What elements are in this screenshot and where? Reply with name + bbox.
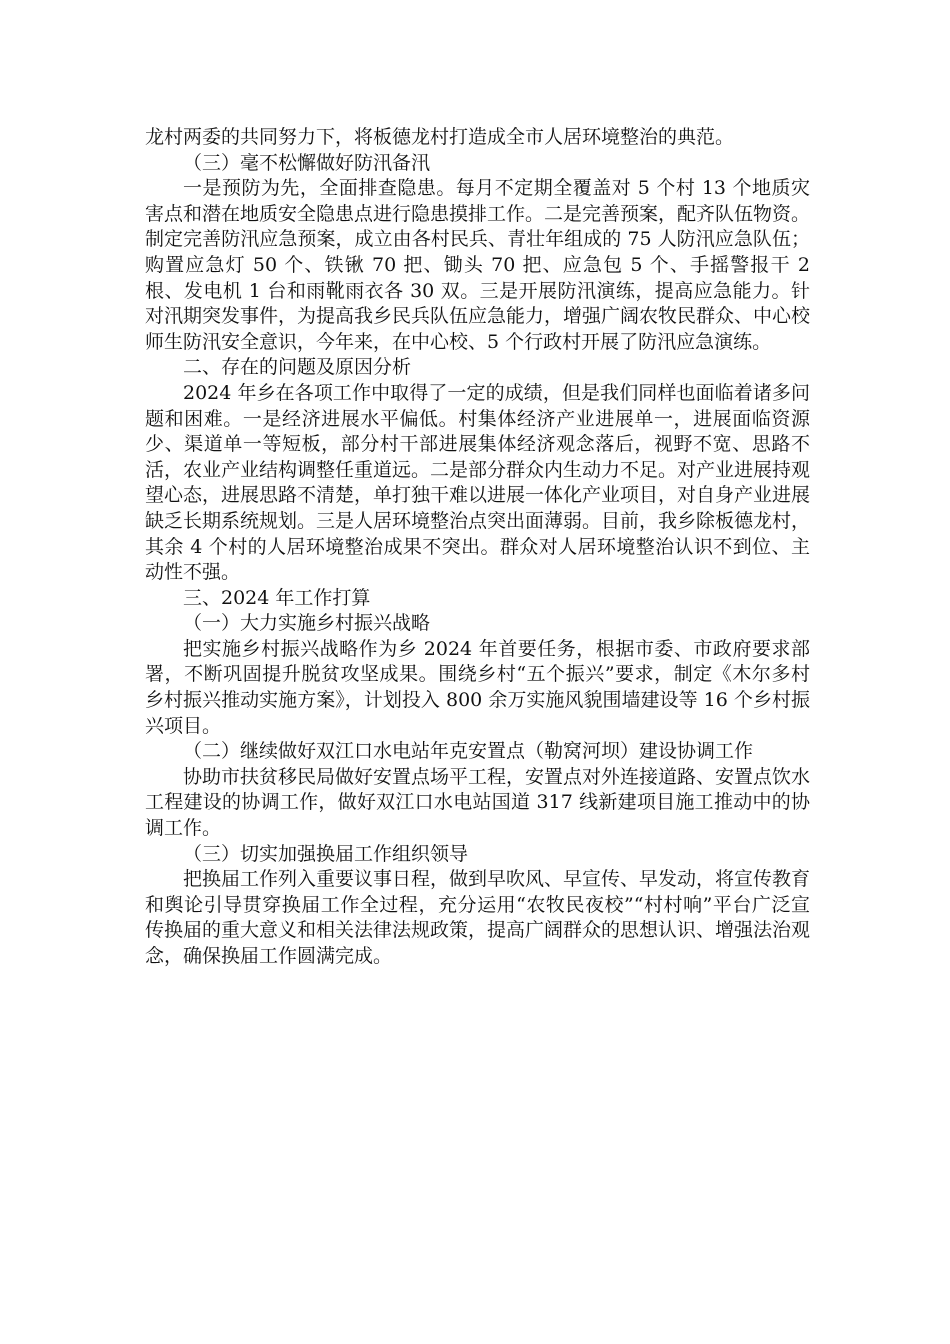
paragraph-resettlement: 协助市扶贫移民局做好安置点场平工程，安置点对外连接道路、安置点饮水工程建设的协调工作，做好双江口水电站国道 317 线新建项目施工推动中的协调工作。	[145, 765, 811, 840]
subheading-rural-revitalization: （一）大力实施乡村振兴战略	[183, 612, 431, 635]
subheading-election: （三）切实加强换届工作组织领导	[183, 842, 469, 865]
paragraph-election: 把换届工作列入重要议事日程，做到早吹风、早宣传、早发动，将宣传教育和舆论引导贯穿换届工作全过程，充分运用“农牧民夜校”“村村响”平台广泛宣传换届的重大意义和相关法律法规政策，提高广阔群众的思想认识、增强法治观念，确保换届工作圆满完成。	[145, 868, 811, 967]
paragraph-rural-revitalization: 把实施乡村振兴战略作为乡 2024 年首要任务，根据市委、市政府要求部署，不断巩固提升脱贫攻坚成果。围绕乡村“五个振兴”要求，制定《木尔多村乡村振兴推动实施方案》，计划投入 800 余万实施风貌围墙建设等 16 个乡村振兴项目。	[145, 637, 810, 737]
paragraph-continuation: 龙村两委的共同努力下，将板德龙村打造成全市人居环境整治的典范。	[145, 126, 735, 148]
section-heading-problems: 二、存在的问题及原因分析	[183, 356, 412, 379]
section-heading-work-plan: 三、2024 年工作打算	[183, 586, 371, 609]
section-heading-flood-prevention: （三）毫不松懈做好防汛备汛	[183, 151, 431, 174]
paragraph-flood-prevention: 一是预防为先，全面排查隐患。每月不定期全覆盖对 5 个村 13 个地质灾害点和潜在地质安全隐患点进行隐患摸排工作。二是完善预案，配齐队伍物资。制定完善防汛应急预案，成立由各村民兵、青壮年组成的 75 人防汛应急队伍；购置应急灯 50 个、铁锹 70 把、锄头 70 把、应急包 5 个、手摇警报干 2 根、发电机 1 台和雨靴雨衣各 30 双。三是开展防汛演练，提高应急能力。针对汛期突发事件，为提高我乡民兵队伍应急能力，增强广阔农牧民群众、中心校师生防汛安全意识，今年来，在中心校、5 个行政村开展了防汛应急演练。	[145, 177, 811, 353]
paragraph-problems: 2024 年乡在各项工作中取得了一定的成绩，但是我们同样也面临着诸多问题和困难。一是经济进展水平偏低。村集体经济产业进展单一，进展面临资源少、渠道单一等短板，部分村干部进展集体经济观念落后，视野不宽、思路不活，农业产业结构调整任重道远。二是部分群众内生动力不足。对产业进展持观望心态，进展思路不清楚，单打独干难以进展一体化产业项目，对自身产业进展缺乏长期系统规划。三是人居环境整治点突出面薄弱。目前，我乡除板德龙村，其余 4 个村的人居环境整治成果不突出。群众对人居环境整治认识不到位、主动性不强。	[145, 381, 811, 584]
document-body	[145, 125, 810, 970]
subheading-resettlement: （二）继续做好双江口水电站年克安置点（勒窝河坝）建设协调工作	[183, 740, 754, 763]
